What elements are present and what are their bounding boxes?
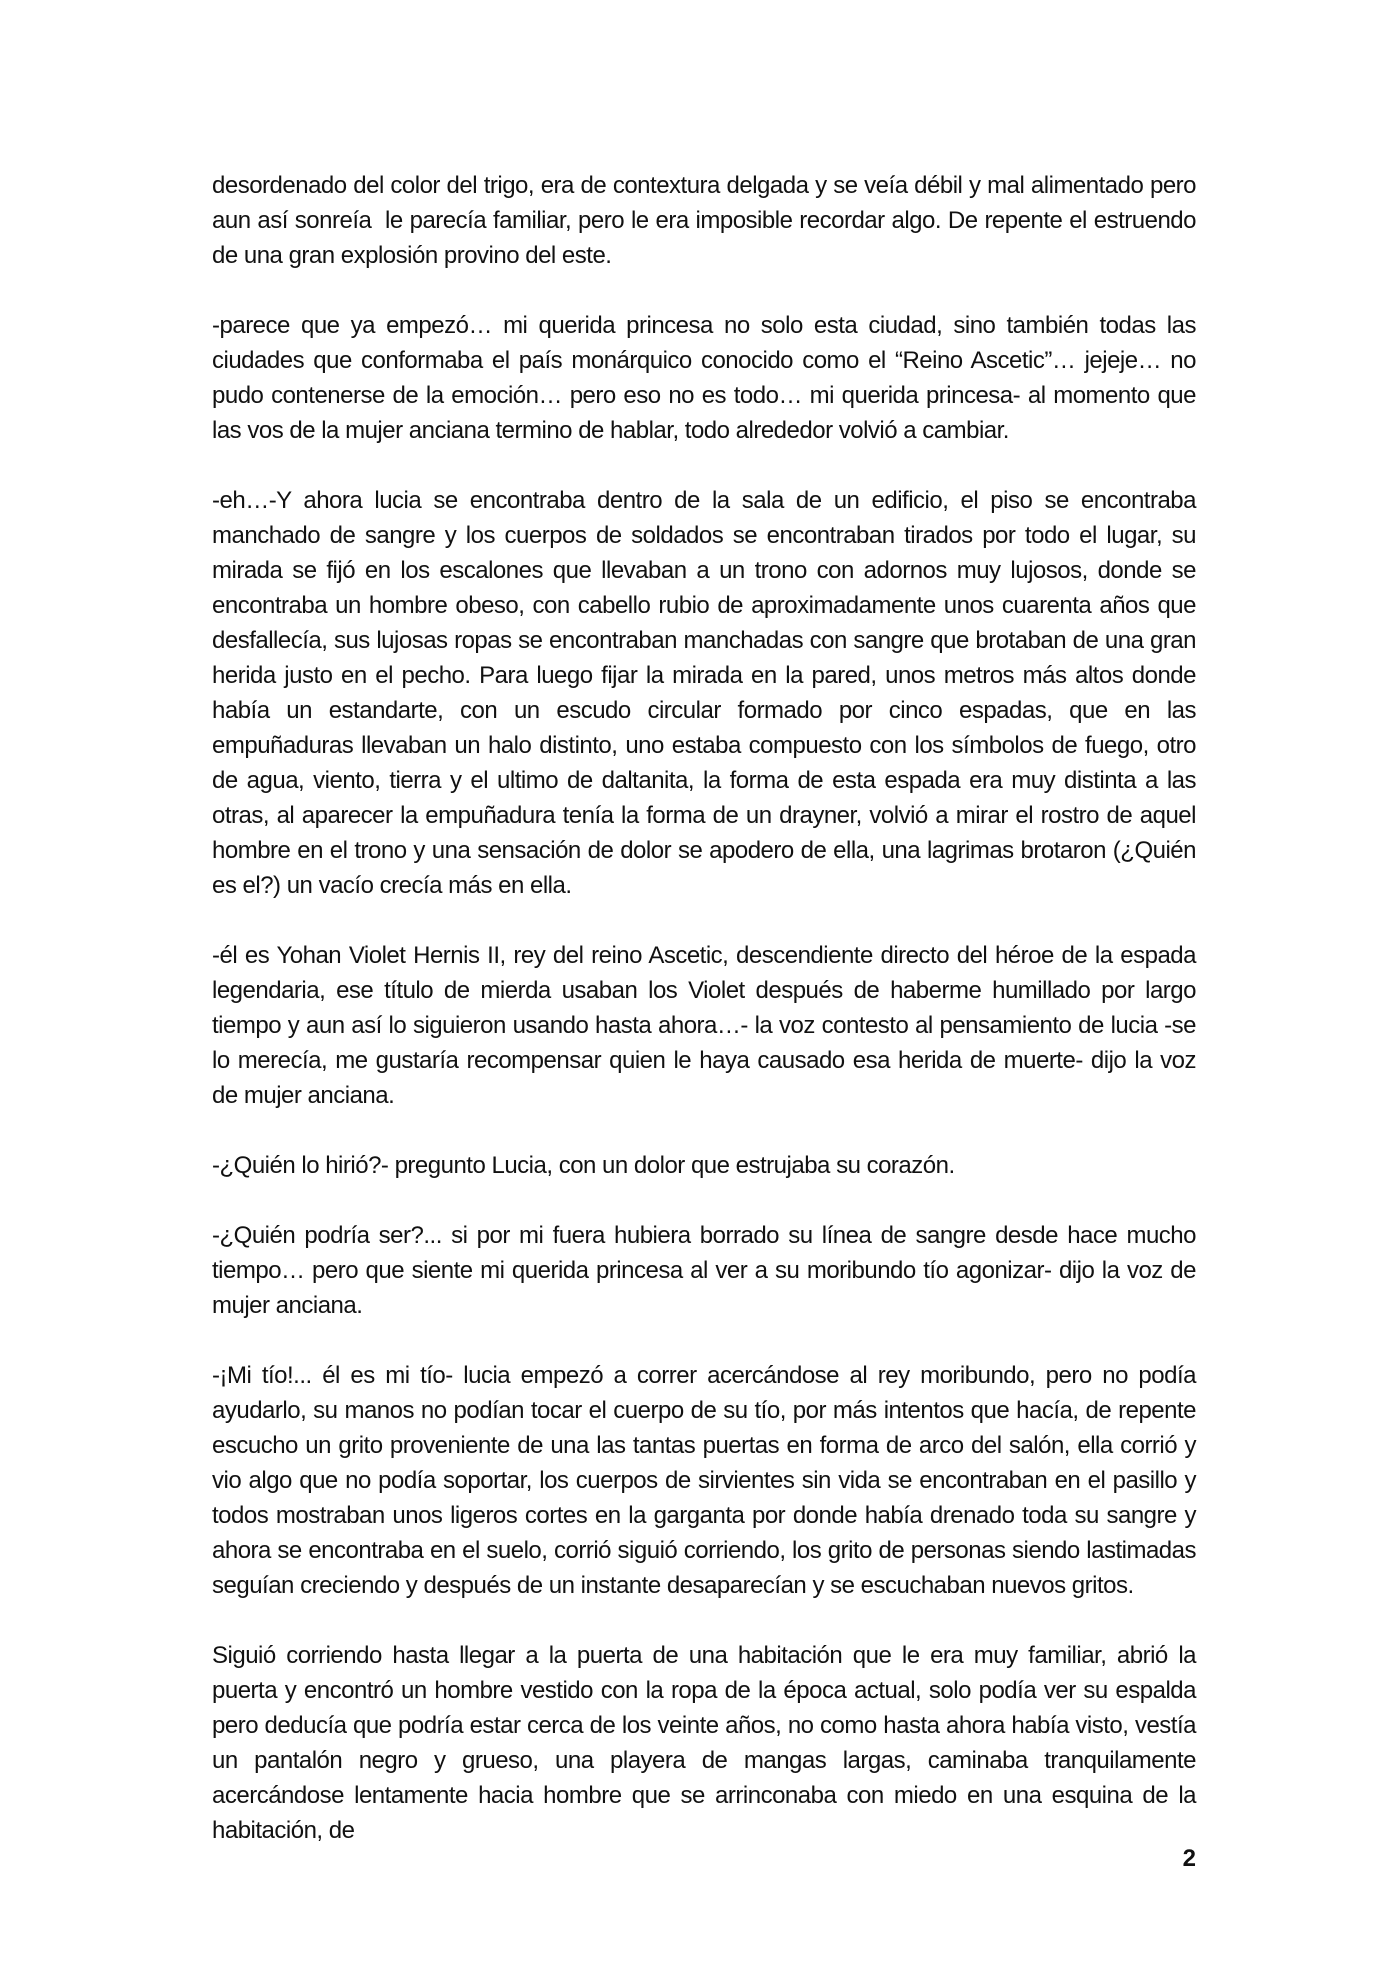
- paragraph: Siguió corriendo hasta llegar a la puerta de una habitación que le era muy familiar, abrió la puerta y encontró un hombre vestido con la ropa de la época actual, solo podía ver su espalda pero deducía que podría estar cerca de los veinte años, no como hasta ahora había visto, vestía un pantalón negro y grueso, una playera de mangas largas, caminaba tranquilamente acercándose lentamente hacia hombre que se arrinconaba con miedo en una esquina de la habitación, de: [212, 1642, 1203, 1844]
- paragraph: -¿Quién lo hirió?- pregunto Lucia, con un dolor que estrujaba su corazón.: [212, 1152, 955, 1179]
- paragraph: -eh…-Y ahora lucia se encontraba dentro de la sala de un edificio, el piso se encontraba manchado de sangre y los cuerpos de soldados se encontraban tirados por todo el lugar, su mirada se fijó en los escalones que llevaban a un trono con adornos muy lujosos, donde se encontraba un hombre obeso, con cabello rubio de aproximadamente unos cuarenta años que desfallecía, sus lujosas ropas se encontraban manchadas con sangre que brotaban de una gran herida justo en el pecho. Para luego fijar la mirada en la pared, unos metros más altos donde había un estandarte, con un escudo circular formado por cinco espadas, que en las empuñaduras llevaban un halo distinto, uno estaba compuesto con los símbolos de fuego, otro de agua, viento, tierra y el ultimo de daltanita, la forma de esta espada era muy distinta a las otras, al aparecer la empuñadura tenía la forma de un drayner, volvió a mirar el rostro de aquel hombre en el trono y una sensación de dolor se apodero de ella, una lagrimas brotaron (¿Quién es el?) un vacío crecía más en ella.: [212, 487, 1203, 899]
- paragraph: desordenado del color del trigo, era de contextura delgada y se veía débil y mal alimentado pero aun así sonreía le parecía familiar, pero le era imposible recordar algo. De repente el estruendo de una gran explosión provino del este.: [212, 172, 1203, 269]
- paragraph: -¿Quién podría ser?... si por mi fuera hubiera borrado su línea de sangre desde hace mucho tiempo… pero que siente mi querida princesa al ver a su moribundo tío agonizar- dijo la voz de mujer anciana.: [212, 1222, 1203, 1319]
- paragraph: -parece que ya empezó… mi querida princesa no solo esta ciudad, sino también todas las ciudades que conformaba el país monárquico conocido como el “Reino Ascetic”… jejeje… no pudo contenerse de la emoción… pero eso no es todo… mi querida princesa- al momento que las vos de la mujer anciana termino de hablar, todo alrededor volvió a cambiar.: [212, 312, 1203, 444]
- page-number: 2: [1182, 1845, 1196, 1872]
- paragraph: -¡Mi tío!... él es mi tío- lucia empezó a correr acercándose al rey moribundo, pero no podía ayudarlo, su manos no podían tocar el cuerpo de su tío, por más intentos que hacía, de repente escucho un grito proveniente de una las tantas puertas en forma de arco del salón, ella corrió y vio algo que no podía soportar, los cuerpos de sirvientes sin vida se encontraban en el pasillo y todos mostraban unos ligeros cortes en la garganta por donde había drenado toda su sangre y ahora se encontraba en el suelo, corrió siguió corriendo, los grito de personas siendo lastimadas seguían creciendo y después de un instante desaparecían y se escuchaban nuevos gritos.: [212, 1362, 1203, 1599]
- paragraph: -él es Yohan Violet Hernis II, rey del reino Ascetic, descendiente directo del héroe de la espada legendaria, ese título de mierda usaban los Violet después de haberme humillado por largo tiempo y aun así lo siguieron usando hasta ahora…- la voz contesto al pensamiento de lucia -se lo merecía, me gustaría recompensar quien le haya causado esa herida de muerte- dijo la voz de mujer anciana.: [212, 942, 1203, 1109]
- body-text: [212, 168, 1203, 1848]
